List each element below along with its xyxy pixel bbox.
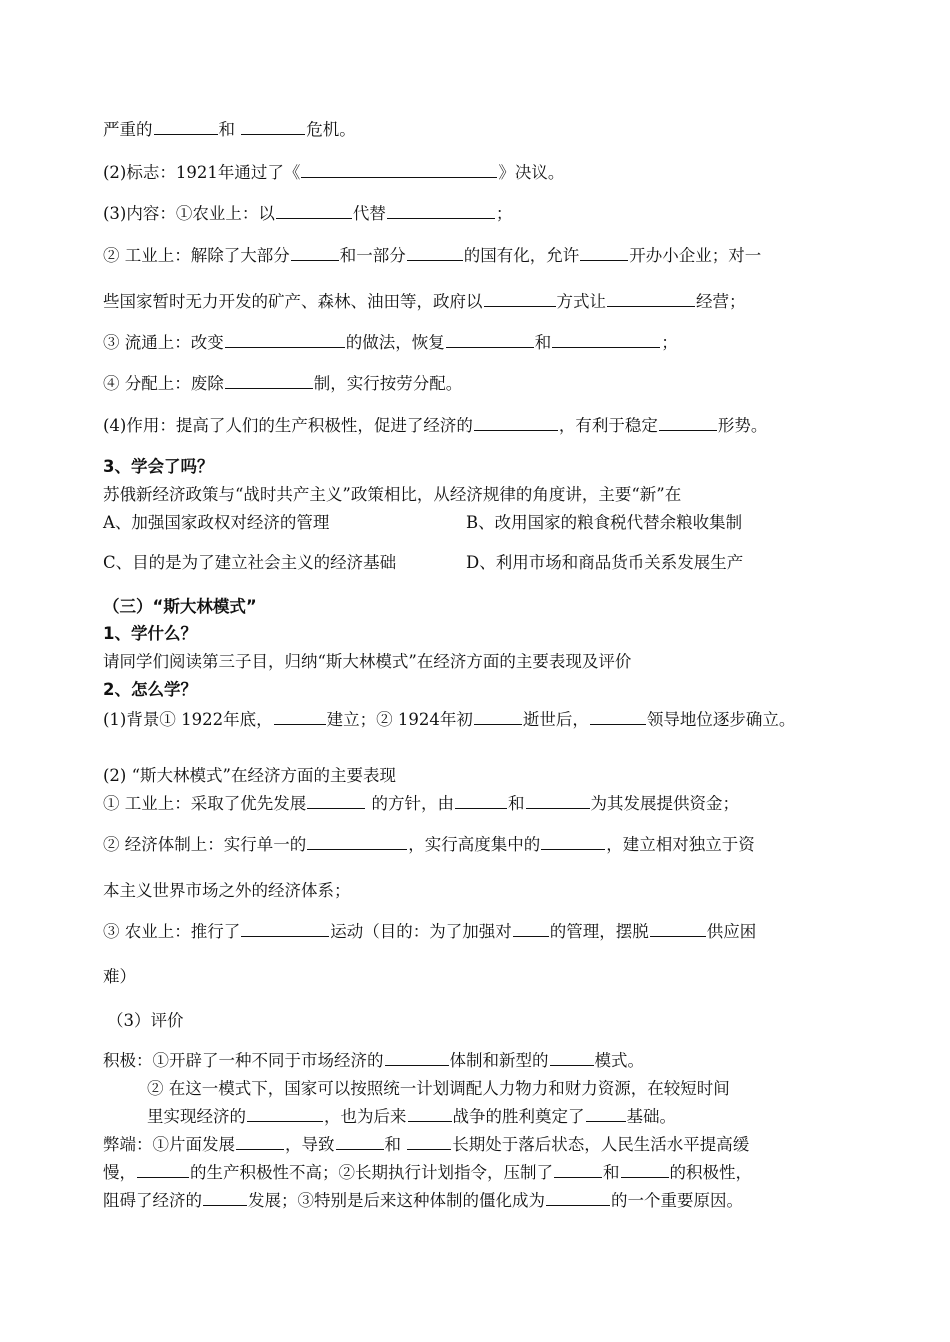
- blank[interactable]: [225, 332, 345, 348]
- blank[interactable]: [236, 1134, 284, 1150]
- blank[interactable]: [546, 1190, 610, 1206]
- blank[interactable]: [580, 245, 628, 261]
- line-circulation: ③ 流通上：改变 的做法，恢复 和 ；: [103, 333, 678, 352]
- line-positive-1: 积极：①开辟了一种不同于市场经济的 体制和新型的 模式。: [103, 1051, 644, 1070]
- line-background: (1)背景① 1922年底， 建立；② 1924年初 逝世后， 领导地位逐步确立。: [103, 710, 796, 729]
- blank[interactable]: [474, 709, 522, 725]
- blank[interactable]: [301, 162, 497, 178]
- blank[interactable]: [407, 1134, 451, 1150]
- blank[interactable]: [552, 332, 660, 348]
- option-b[interactable]: B、改用国家的粮食税代替余粮收集制: [466, 513, 743, 532]
- blank[interactable]: [225, 373, 313, 389]
- line-industry-stalin: ① 工业上：采取了优先发展 的方针，由 和 为其发展提供资金；: [103, 794, 739, 813]
- blank[interactable]: [513, 921, 549, 937]
- section-title-quiz: 3、学会了吗？: [103, 457, 214, 476]
- blank[interactable]: [446, 332, 534, 348]
- quiz-options-row-2: [103, 552, 863, 574]
- blank[interactable]: [336, 1134, 384, 1150]
- subsection-what-to-learn: 1、学什么？: [103, 624, 197, 643]
- blank[interactable]: [659, 415, 717, 431]
- line-agriculture-stalin: ③ 农业上：推行了 运动（目的：为了加强对 的管理，摆脱 供应困: [103, 922, 757, 941]
- line-economic-system-cont: 本主义世界市场之外的经济体系；: [103, 881, 351, 900]
- blank[interactable]: [291, 245, 339, 261]
- blank[interactable]: [554, 1162, 602, 1178]
- line-crisis: 严重的 和 危机。: [103, 120, 356, 139]
- line-positive-3: 里实现经济的 ，也为后来 战争的胜利奠定了 基础。: [147, 1107, 676, 1126]
- line-industry: ② 工业上：解除了大部分 和一部分 的国有化，允许 开办小企业；对一: [103, 246, 762, 265]
- section-title-stalin-model: （三）“斯大林模式”: [103, 597, 257, 616]
- blank[interactable]: [154, 119, 218, 135]
- option-d[interactable]: D、利用市场和商品货币关系发展生产: [466, 553, 744, 572]
- line-distribution: ④ 分配上：废除 制，实行按劳分配。: [103, 374, 463, 393]
- blank[interactable]: [307, 834, 407, 850]
- blank[interactable]: [203, 1190, 247, 1206]
- blank[interactable]: [137, 1162, 189, 1178]
- blank[interactable]: [408, 1106, 452, 1122]
- line-sign: (2)标志：1921年通过了《 》决议。: [103, 163, 565, 182]
- blank[interactable]: [484, 291, 556, 307]
- quiz-question: 苏俄新经济政策与“战时共产主义”政策相比，从经济规律的角度讲，主要“新”在: [103, 485, 682, 504]
- blank[interactable]: [607, 291, 695, 307]
- line-agriculture-cont: 难）: [103, 967, 136, 986]
- evaluation-title: （3）评价: [107, 1011, 184, 1030]
- blank[interactable]: [407, 245, 463, 261]
- line-negative-2: 慢， 的生产积极性不高；②长期执行计划指令，压制了 和 的积极性，: [103, 1163, 752, 1182]
- learn-instruction: 请同学们阅读第三子目，归纳“斯大林模式”在经济方面的主要表现及评价: [103, 652, 632, 671]
- line-effect: (4)作用：提高了人们的生产积极性，促进了经济的 ，有利于稳定 形势。: [103, 416, 768, 435]
- blank[interactable]: [385, 1050, 449, 1066]
- blank[interactable]: [307, 793, 365, 809]
- line-negative-1: 弊端：①片面发展 ，导致 和 长期处于落后状态，人民生活水平提高缓: [103, 1135, 750, 1154]
- blank[interactable]: [474, 415, 558, 431]
- blank[interactable]: [247, 1106, 323, 1122]
- blank[interactable]: [621, 1162, 669, 1178]
- option-a[interactable]: A、加强国家政权对经济的管理: [103, 513, 330, 532]
- line-positive-2: ② 在这一模式下，国家可以按照统一计划调配人力物力和财力资源，在较短时间: [147, 1079, 730, 1098]
- blank[interactable]: [550, 1050, 594, 1066]
- line-economic-system: ② 经济体制上：实行单一的 ，实行高度集中的 ，建立相对独立于资: [103, 835, 755, 854]
- line-concession: 些国家暂时无力开发的矿产、森林、油田等，政府以 方式让 经营；: [103, 292, 746, 311]
- blank[interactable]: [387, 203, 495, 219]
- subsection-how-to-learn: 2、怎么学？: [103, 680, 197, 699]
- blank[interactable]: [541, 834, 605, 850]
- blank[interactable]: [241, 921, 329, 937]
- blank[interactable]: [276, 203, 352, 219]
- blank[interactable]: [241, 119, 305, 135]
- blank[interactable]: [650, 921, 706, 937]
- blank[interactable]: [586, 1106, 626, 1122]
- option-c[interactable]: C、目的是为了建立社会主义的经济基础: [103, 553, 397, 572]
- blank[interactable]: [274, 709, 326, 725]
- blank[interactable]: [590, 709, 646, 725]
- blank[interactable]: [455, 793, 507, 809]
- main-features-title: (2) “斯大林模式”在经济方面的主要表现: [103, 766, 396, 785]
- quiz-options-row-1: [103, 512, 863, 534]
- blank[interactable]: [526, 793, 590, 809]
- line-content-agriculture: (3)内容：①农业上：以 代替 ；: [103, 204, 513, 223]
- line-negative-3: 阻碍了经济的 发展；③特别是后来这种体制的僵化成为 的一个重要原因。: [103, 1191, 743, 1210]
